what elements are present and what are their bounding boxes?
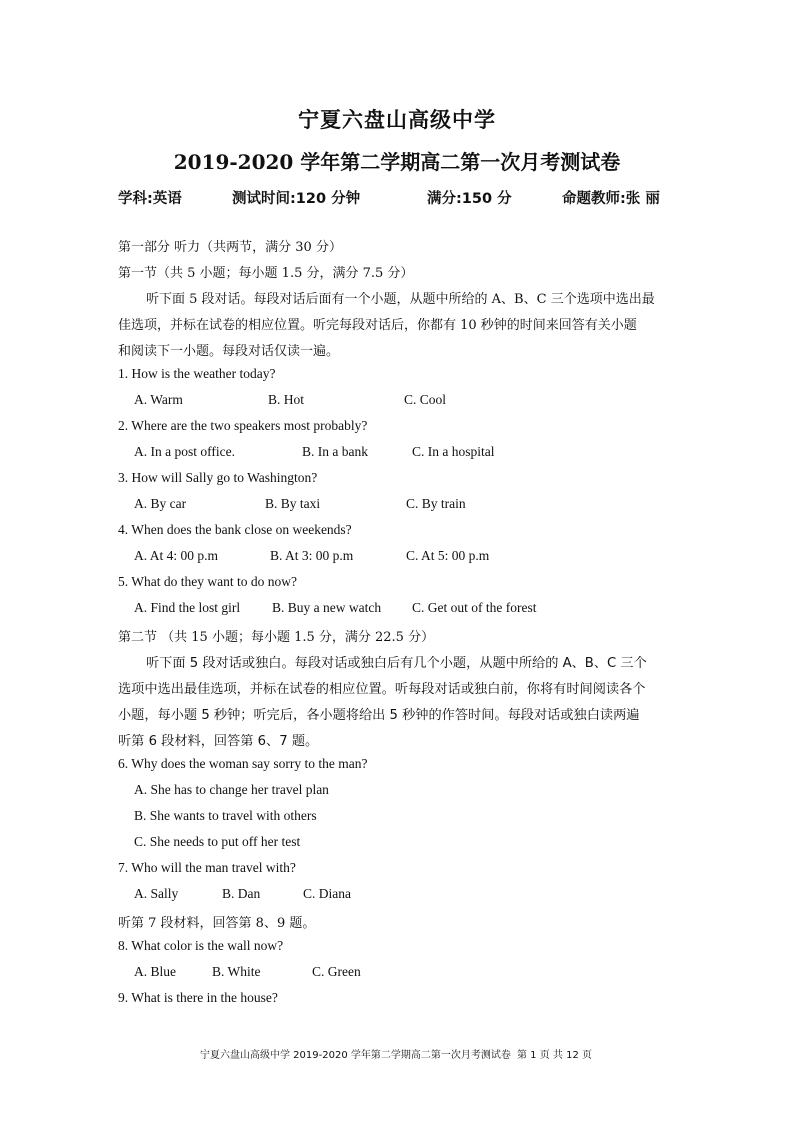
q4-option-b: B. At 3: 00 p.m: [270, 548, 354, 563]
question-4: 4. When does the bank close on weekends?: [118, 522, 352, 537]
q2-option-b: B. In a bank: [302, 444, 368, 459]
q6-option-a: A. She has to change her travel plan: [134, 782, 329, 797]
section1-instruction-3: 和阅读下一小题。每段对话仅读一遍。: [118, 344, 340, 359]
question-2: 2. Where are the two speakers most probably?: [118, 418, 368, 433]
q3-option-c: C. By train: [406, 496, 466, 511]
question-7: 7. Who will the man travel with?: [118, 860, 296, 875]
section1-instruction-2: 佳选项，并标在试卷的相应位置。听完每段对话后，你都有 10 秒钟的时间来回答有关小题: [118, 318, 637, 333]
section2-instruction-2: 选项中选出最佳选项，并标在试卷的相应位置。听每段对话或独白前，你将有时间阅读各个: [118, 682, 646, 697]
q4-option-c: C. At 5: 00 p.m: [406, 548, 490, 563]
question-6: 6. Why does the woman say sorry to the man?: [118, 756, 368, 771]
section2-instruction-1: 听下面 5 段对话或独白。每段对话或独白后有几个小题，从题中所给的 A、B、C 三个: [146, 656, 647, 671]
q6-option-b: B. She wants to travel with others: [134, 808, 317, 823]
q4-option-a: A. At 4: 00 p.m: [134, 548, 219, 563]
question-1: 1. How is the weather today?: [118, 366, 276, 381]
q2-option-a: A. In a post office.: [134, 444, 235, 459]
q1-option-a: A. Warm: [134, 392, 183, 407]
q7-option-c: C. Diana: [303, 886, 351, 901]
section1-title: 第一节（共 5 小题；每小题 1.5 分，满分 7.5 分）: [118, 266, 414, 281]
question-3: 3. How will Sally go to Washington?: [118, 470, 318, 485]
q8-option-c: C. Green: [312, 964, 361, 979]
question-9: 9. What is there in the house?: [118, 990, 278, 1005]
footer-title: 宁夏六盘山高级中学 2019-2020 学年第二学期高二第一次月考测试卷: [200, 1050, 511, 1061]
q5-option-c: C. Get out of the forest: [412, 600, 537, 615]
footer-page-number: 第 1 页 共 12 页: [517, 1050, 592, 1061]
section1-instruction-1: 听下面 5 段对话。每段对话后面有一个小题，从题中所给的 A、B、C 三个选项中选出最: [146, 292, 655, 307]
q3-option-b: B. By taxi: [265, 496, 321, 511]
meta-score: 满分:150 分: [427, 191, 512, 207]
question-5: 5. What do they want to do now?: [118, 574, 297, 589]
section2-title: 第二节 （共 15 小题；每小题 1.5 分，满分 22.5 分）: [118, 630, 435, 645]
q7-option-a: A. Sally: [134, 886, 179, 901]
question-8: 8. What color is the wall now?: [118, 938, 284, 953]
q3-option-a: A. By car: [134, 496, 187, 511]
meta-teacher: 命题教师:张 丽: [562, 191, 660, 207]
material-7-note: 听第 7 段材料，回答第 8、9 题。: [118, 916, 316, 931]
section2-instruction-3: 小题，每小题 5 秒钟；听完后，各小题将给出 5 秒钟的作答时间。每段对话或独白读两遍: [118, 708, 640, 723]
q2-option-c: C. In a hospital: [412, 444, 495, 459]
q8-option-b: B. White: [212, 964, 261, 979]
q1-option-b: B. Hot: [268, 392, 305, 407]
q1-option-c: C. Cool: [404, 392, 447, 407]
part1-title: 第一部分 听力（共两节，满分 30 分）: [118, 240, 342, 255]
meta-subject: 学科:英语: [118, 191, 182, 207]
q5-option-a: A. Find the lost girl: [134, 600, 241, 615]
q5-option-b: B. Buy a new watch: [272, 600, 382, 615]
meta-time: 测试时间:120 分钟: [232, 191, 361, 207]
q8-option-a: A. Blue: [134, 964, 176, 979]
material-6-note: 听第 6 段材料，回答第 6、7 题。: [118, 734, 319, 749]
q6-option-c: C. She needs to put off her test: [134, 834, 301, 849]
school-title: 宁夏六盘山高级中学: [298, 107, 496, 132]
q7-option-b: B. Dan: [222, 886, 261, 901]
exam-title: 2019-2020 学年第二学期高二第一次月考测试卷: [173, 150, 621, 174]
